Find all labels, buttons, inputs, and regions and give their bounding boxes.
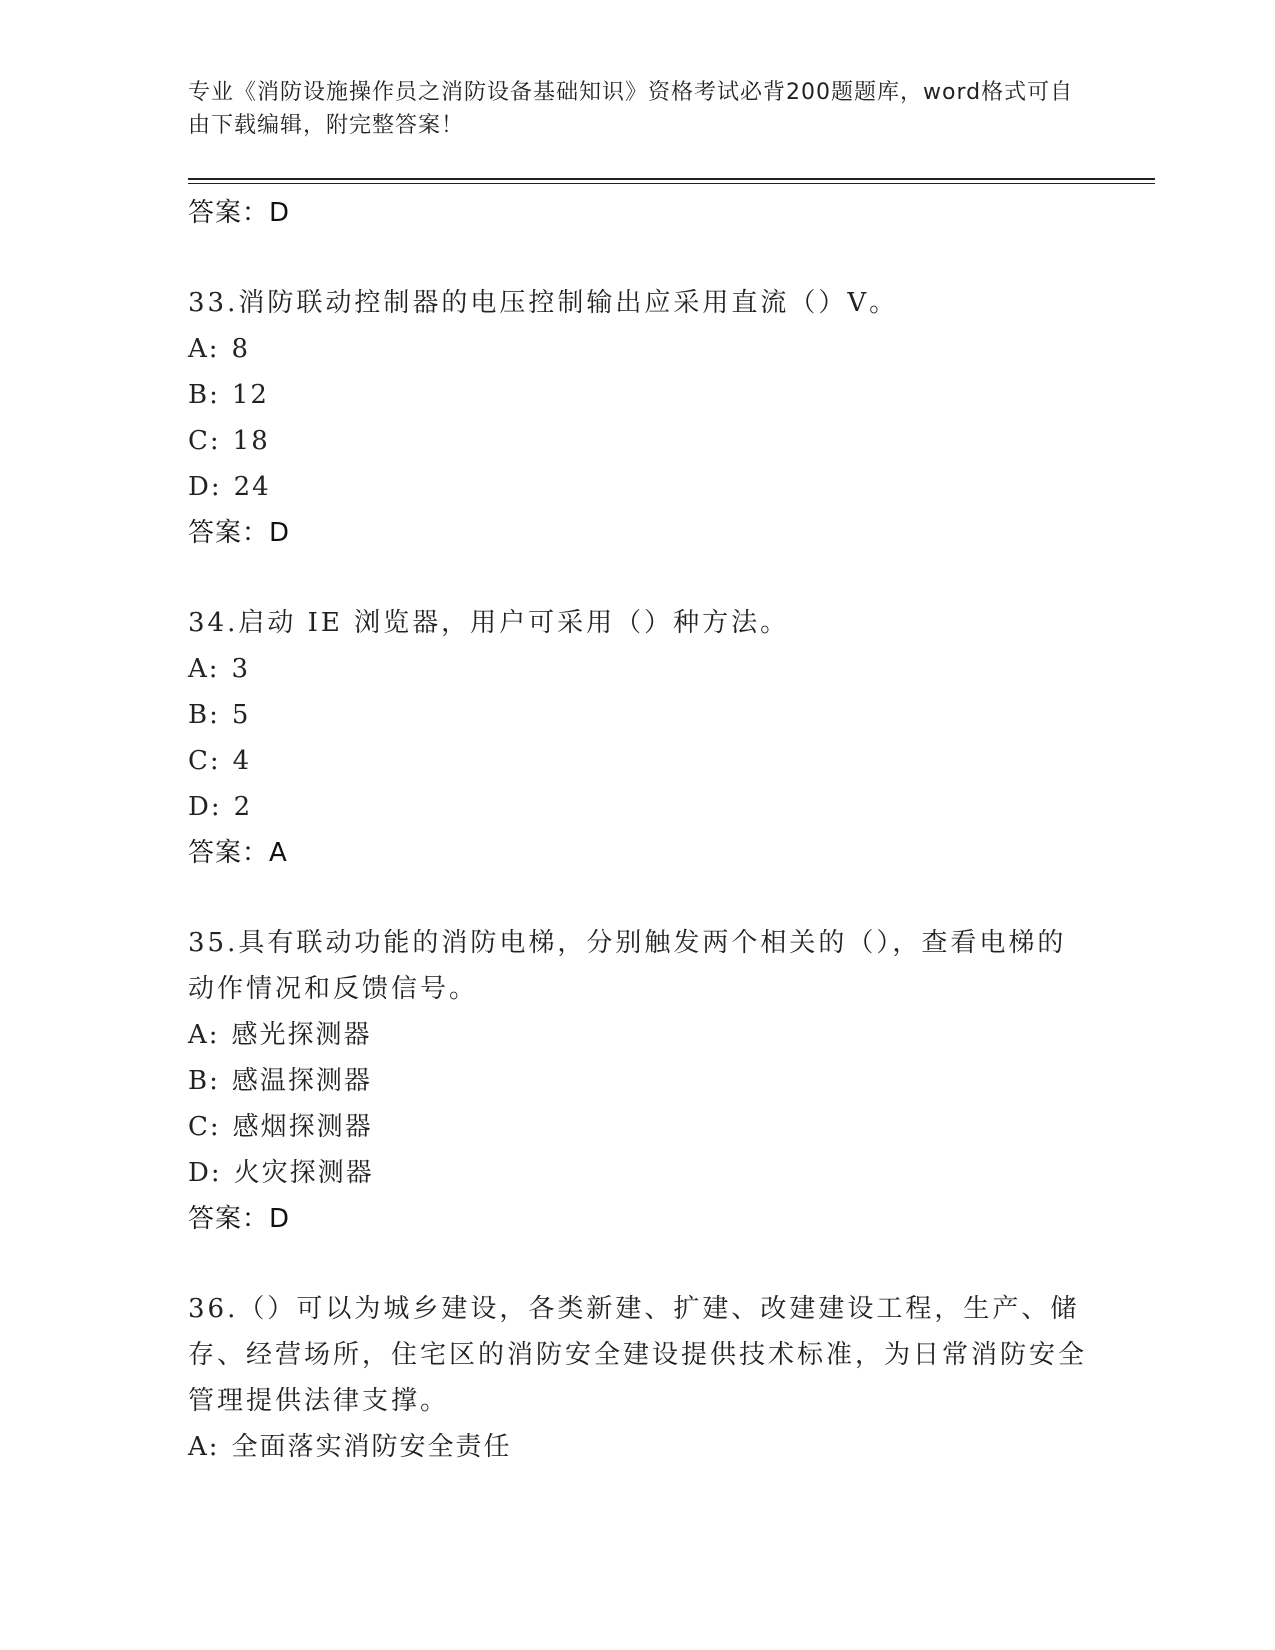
question-34 bbox=[188, 600, 1088, 876]
question-35 bbox=[188, 920, 1088, 1242]
answer-line: 答案：D bbox=[188, 1204, 291, 1234]
option-d bbox=[188, 1150, 1088, 1196]
option-key: C: bbox=[188, 746, 221, 776]
option-key: A: bbox=[188, 334, 220, 364]
option-c bbox=[188, 738, 1088, 784]
document-body bbox=[188, 190, 1088, 1470]
option-c bbox=[188, 1104, 1088, 1150]
header-divider-thin bbox=[188, 183, 1155, 184]
answer-line: 答案：D bbox=[188, 198, 291, 228]
option-text: 24 bbox=[233, 472, 271, 502]
option-text: 5 bbox=[231, 700, 251, 730]
question-stem: 35.具有联动功能的消防电梯，分别触发两个相关的（），查看电梯的动作情况和反馈信号。 bbox=[188, 928, 1067, 1004]
option-key: C: bbox=[188, 426, 221, 456]
option-key: B: bbox=[188, 700, 220, 730]
option-key: D: bbox=[188, 792, 222, 822]
option-b bbox=[188, 692, 1088, 738]
question-stem: 36.（）可以为城乡建设，各类新建、扩建、改建建设工程，生产、储存、经营场所，住宅区的消防安全建设提供技术标准，为日常消防安全管理提供法律支撑。 bbox=[188, 1294, 1088, 1416]
document-header: 专业《消防设施操作员之消防设备基础知识》资格考试必背200题题库，word格式可自由下载编辑，附完整答案！ bbox=[188, 80, 1074, 138]
option-text: 火灾探测器 bbox=[233, 1158, 374, 1188]
option-text: 4 bbox=[232, 746, 252, 776]
option-text: 18 bbox=[232, 426, 270, 456]
option-key: B: bbox=[188, 380, 220, 410]
option-text: 感温探测器 bbox=[231, 1066, 372, 1096]
option-a bbox=[188, 1424, 1088, 1470]
option-text: 感烟探测器 bbox=[232, 1112, 373, 1142]
option-key: C: bbox=[188, 1112, 221, 1142]
option-text: 2 bbox=[233, 792, 253, 822]
option-d bbox=[188, 784, 1088, 830]
option-key: D: bbox=[188, 472, 222, 502]
option-text: 3 bbox=[231, 654, 251, 684]
question-stem: 33.消防联动控制器的电压控制输出应采用直流（）V。 bbox=[188, 288, 899, 318]
question-33 bbox=[188, 280, 1088, 556]
option-key: A: bbox=[188, 1020, 220, 1050]
option-a bbox=[188, 646, 1088, 692]
option-b bbox=[188, 1058, 1088, 1104]
option-a bbox=[188, 326, 1088, 372]
option-text: 全面落实消防安全责任 bbox=[231, 1432, 512, 1462]
option-key: B: bbox=[188, 1066, 220, 1096]
option-text: 12 bbox=[231, 380, 269, 410]
question-stem: 34.启动 IE 浏览器，用户可采用（）种方法。 bbox=[188, 608, 790, 638]
option-a bbox=[188, 1012, 1088, 1058]
option-key: A: bbox=[188, 654, 220, 684]
answer-line: 答案：D bbox=[188, 518, 291, 548]
question-36 bbox=[188, 1286, 1088, 1470]
header-divider bbox=[188, 178, 1155, 180]
option-c bbox=[188, 418, 1088, 464]
option-key: A: bbox=[188, 1432, 220, 1462]
option-key: D: bbox=[188, 1158, 222, 1188]
option-d bbox=[188, 464, 1088, 510]
option-text: 感光探测器 bbox=[231, 1020, 372, 1050]
answer-line: 答案：A bbox=[188, 838, 288, 868]
option-text: 8 bbox=[231, 334, 251, 364]
option-b bbox=[188, 372, 1088, 418]
